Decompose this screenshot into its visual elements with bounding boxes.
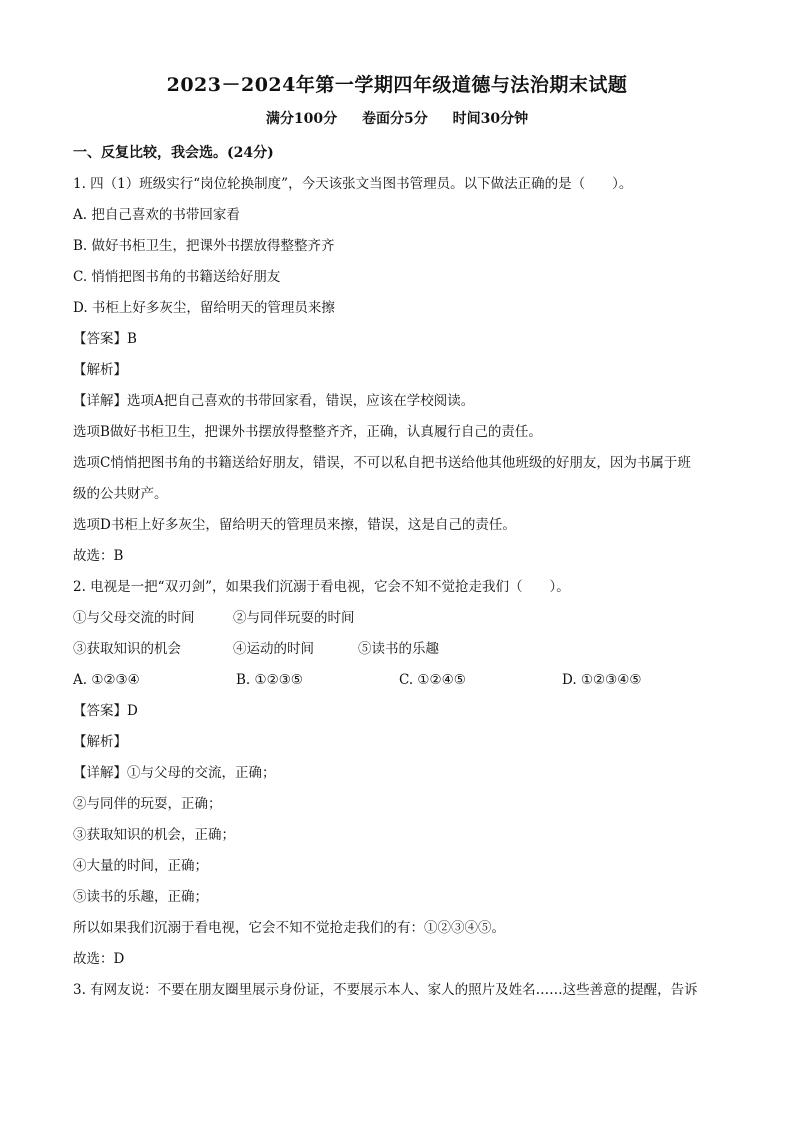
q2-item: ①与父母交流的时间 [73,610,195,626]
q2-detail-line: 【详解】①与父母的交流，正确； [73,765,276,781]
q1-detail-line: 级的公共财产。 [73,486,168,502]
q1-detail-line: 【详解】选项A把自己喜欢的书带回家看，错误，应该在学校阅读。 [73,393,475,409]
full-score: 满分100分 [265,111,338,127]
q2-choice-b: B. ①②③⑤ [236,672,303,688]
section-heading: 一、反复比较，我会选。(24分) [73,145,274,161]
time-limit: 时间30分钟 [452,111,529,127]
exam-content [73,138,733,1006]
q1-conclusion: 故选：B [73,548,124,564]
q2-item: ④运动的时间 [233,641,314,657]
q1-detail-line: 选项D书柜上好多灰尘，留给明天的管理员来擦，错误，这是自己的责任。 [73,517,516,533]
q2-detail-line: ⑤读书的乐趣，正确； [73,889,208,905]
q2-detail-line: ④大量的时间，正确； [73,858,208,874]
q1-detail-line: 选项C悄悄把图书角的书籍送给好朋友，错误，不可以私自把书送给他其他班级的好朋友，因为书属于班 [73,455,691,471]
exam-title: 2023－2024年第一学期四年级道德与法治期末试题 [166,74,628,96]
q2-stem: 2. 电视是一把“双刃剑”，如果我们沉溺于看电视，它会不知不觉抢走我们（ ）。 [73,579,570,595]
q1-detail-line: 选项B做好书柜卫生，把课外书摆放得整整齐齐，正确，认真履行自己的责任。 [73,424,542,440]
q1-analysis-label: 【解析】 [73,362,127,378]
neatness-score: 卷面分5分 [362,111,428,127]
q2-answer: 【答案】D [73,703,138,719]
q2-items-row [73,634,733,665]
q2-item: ②与同伴玩耍的时间 [233,610,355,626]
q1-option-d: D. 书柜上好多灰尘，留给明天的管理员来擦 [73,300,335,316]
q2-analysis-label: 【解析】 [73,734,127,750]
q2-choice-d: D. ①②③④⑤ [562,672,642,688]
q2-item: ③获取知识的机会 [73,641,181,657]
q2-detail-line: ②与同伴的玩耍，正确； [73,796,222,812]
q2-choices-row [73,665,733,696]
q2-detail-line: ③获取知识的机会，正确； [73,827,235,843]
q2-detail-line: 所以如果我们沉溺于看电视，它会不知不觉抢走我们的有：①②③④⑤。 [73,920,505,936]
q2-item: ⑤读书的乐趣 [358,641,439,657]
q1-option-a: A. 把自己喜欢的书带回家看 [73,207,240,223]
exam-meta [0,108,794,128]
q1-stem: 1. 四（1）班级实行“岗位轮换制度”，今天该张文当图书管理员。以下做法正确的是（ ）。 [73,176,633,192]
q2-items-row [73,603,733,634]
q3-stem: 3. 有网友说：不要在朋友圈里展示身份证，不要展示本人、家人的照片及姓名……这些善意的提醒，告诉 [73,982,698,998]
q2-conclusion: 故选：D [73,951,125,967]
q1-option-b: B. 做好书柜卫生，把课外书摆放得整整齐齐 [73,238,335,254]
q2-choice-a: A. ①②③④ [73,672,140,688]
q1-option-c: C. 悄悄把图书角的书籍送给好朋友 [73,269,281,285]
q1-answer: 【答案】B [73,331,137,347]
q2-choice-c: C. ①②④⑤ [399,672,466,688]
